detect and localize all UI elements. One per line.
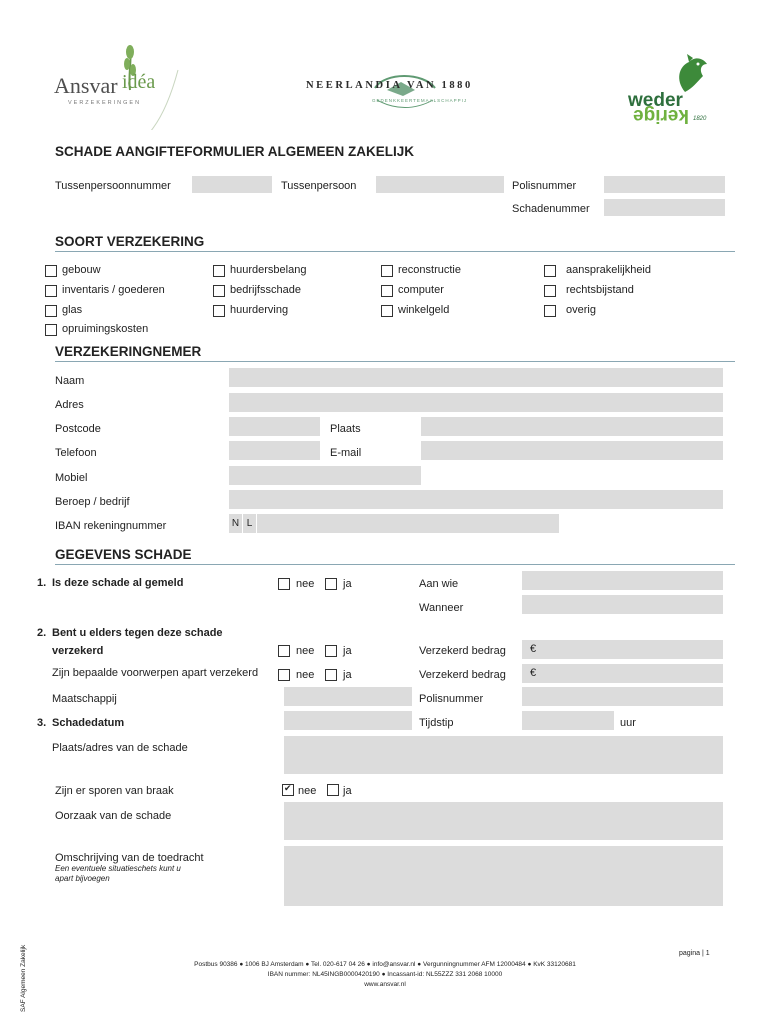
tussenpersoon-field[interactable] — [376, 176, 504, 193]
verzekerd-bedrag-field[interactable] — [522, 640, 723, 659]
omschrijving-note-1: Een eventuele situatieschets kunt u — [55, 864, 181, 873]
ansvar-idea-logo — [50, 40, 190, 130]
checkbox-inventaris[interactable] — [45, 285, 57, 297]
tussenpersoonnummer-label: Tussenpersoonnummer — [55, 180, 171, 192]
tussenpersoon-label: Tussenpersoon — [281, 180, 357, 192]
polisnummer-label: Polisnummer — [512, 180, 577, 192]
omschrijving-label: Omschrijving van de toedracht — [55, 852, 204, 864]
q2-nee-checkbox[interactable] — [278, 645, 290, 657]
form-title: SCHADE AANGIFTEFORMULIER ALGEMEEN ZAKELIJK — [55, 144, 415, 159]
schadenummer-field[interactable] — [604, 199, 725, 216]
checkbox-winkelgeld[interactable] — [381, 305, 393, 317]
beroep-field[interactable] — [229, 490, 723, 509]
iban-label: IBAN rekeningnummer — [55, 520, 167, 532]
maatschappij-label: Maatschappij — [52, 693, 117, 705]
nee-label: nee — [298, 785, 317, 797]
apart-ja-checkbox[interactable] — [325, 669, 337, 681]
checkbox-reconstructie[interactable] — [381, 265, 393, 277]
checkbox-rechtsbijstand[interactable] — [544, 285, 556, 297]
ja-label: ja — [343, 645, 352, 657]
kerige-wordmark: kerige — [633, 105, 689, 126]
option-label: winkelgeld — [398, 304, 450, 316]
iban-field[interactable] — [229, 514, 559, 533]
plaats-adres-label: Plaats/adres van de schade — [52, 742, 188, 754]
sporen-braak-label: Zijn er sporen van braak — [55, 785, 174, 797]
uur-label: uur — [620, 717, 636, 729]
maatschappij-field[interactable] — [284, 687, 412, 706]
sporen-ja-checkbox[interactable] — [327, 784, 339, 796]
plaats-label: Plaats — [330, 423, 361, 435]
q1-ja-checkbox[interactable] — [325, 578, 337, 590]
option-label: computer — [398, 284, 444, 296]
iban-rest — [257, 514, 559, 533]
tijdstip-label: Tijdstip — [419, 717, 454, 729]
checkbox-computer[interactable] — [381, 285, 393, 297]
footer-address: Postbus 90386 ● 1006 BJ Amsterdam ● Tel. 020-617 04 26 ● info@ansvar.nl ● Vergunningnummer AFM 12000484 ● KvK 33120681 — [194, 961, 576, 968]
option-label: bedrijfsschade — [230, 284, 301, 296]
neerlandia-arc-text: GEDENKKEERTEMAALSCHAPPIJ — [372, 98, 468, 103]
checkbox-huurdersbelang[interactable] — [213, 265, 225, 277]
ja-label: ja — [343, 785, 352, 797]
email-field[interactable] — [421, 441, 723, 460]
checkbox-bedrijfsschade[interactable] — [213, 285, 225, 297]
aan-wie-field[interactable] — [522, 571, 723, 590]
option-label: huurdersbelang — [230, 264, 307, 276]
section-divider — [55, 564, 735, 565]
plaats-field[interactable] — [421, 417, 723, 436]
polisnummer-field[interactable] — [604, 176, 725, 193]
checkbox-huurderving[interactable] — [213, 305, 225, 317]
option-label: huurderving — [230, 304, 289, 316]
beroep-label: Beroep / bedrijf — [55, 496, 130, 508]
question-number: 2. — [37, 627, 47, 639]
logo-year: 1820 — [693, 116, 707, 122]
schadedatum-label: Schadedatum — [52, 717, 125, 729]
ansvar-wordmark: Ansvar — [54, 73, 118, 98]
checkbox-overig[interactable] — [544, 305, 556, 317]
q1-nee-checkbox[interactable] — [278, 578, 290, 590]
telefoon-label: Telefoon — [55, 447, 97, 459]
euro-symbol: € — [530, 667, 537, 679]
neerlandia-wordmark: NEERLANDIA VAN 1880 — [306, 80, 473, 91]
wederkerige-logo — [625, 52, 720, 132]
footer-iban: IBAN nummer: NL45INGB0000420190 ● Incassant-id: NL55ZZZ 331 2068 10000 — [267, 971, 503, 978]
omschrijving-note-2: apart bijvoegen — [55, 874, 110, 883]
checkbox-opruimingskosten[interactable] — [45, 324, 57, 336]
verzekerd-bedrag-label: Verzekerd bedrag — [419, 645, 506, 657]
tussenpersoonnummer-field[interactable] — [192, 176, 272, 193]
schadenummer-label: Schadenummer — [512, 203, 590, 215]
nee-label: nee — [296, 578, 315, 590]
adres-field[interactable] — [229, 393, 723, 412]
iban-prefix-l: L — [243, 514, 257, 533]
page-number: pagina | 1 — [679, 950, 710, 957]
side-label — [20, 945, 27, 1012]
option-label: reconstructie — [398, 264, 461, 276]
q2-ja-checkbox[interactable] — [325, 645, 337, 657]
sporen-nee-checkbox[interactable] — [282, 784, 294, 796]
plaats-adres-field[interactable] — [284, 736, 723, 774]
email-label: E-mail — [330, 447, 362, 459]
naam-field[interactable] — [229, 368, 723, 387]
checkbox-glas[interactable] — [45, 305, 57, 317]
section-divider — [55, 361, 735, 362]
soort-verzekering-title: SOORT VERZEKERING — [55, 234, 205, 249]
ansvar-subtitle: VERZEKERINGEN — [68, 100, 142, 106]
schadedatum-field[interactable] — [284, 711, 412, 730]
checkbox-gebouw[interactable] — [45, 265, 57, 277]
gegevens-schade-title: GEGEVENS SCHADE — [55, 547, 192, 562]
naam-label: Naam — [55, 375, 85, 387]
nee-label: nee — [296, 645, 315, 657]
nee-label: nee — [296, 669, 315, 681]
option-label: gebouw — [62, 264, 101, 276]
q2-label-line2: verzekerd — [52, 645, 104, 657]
euro-symbol: € — [530, 643, 537, 655]
postcode-label: Postcode — [55, 423, 101, 435]
ja-label: ja — [343, 669, 352, 681]
wanneer-field[interactable] — [522, 595, 723, 614]
checkbox-aansprakelijkheid[interactable] — [544, 265, 556, 277]
option-label: aansprakelijkheid — [566, 264, 651, 276]
postcode-field[interactable] — [229, 417, 320, 436]
ja-label: ja — [343, 578, 352, 590]
wanneer-label: Wanneer — [419, 602, 464, 614]
iban-prefix-n: N — [229, 514, 243, 533]
option-label: opruimingskosten — [62, 323, 149, 335]
polisnummer-field-2[interactable] — [522, 687, 723, 706]
verzekerd-bedrag-label: Verzekerd bedrag — [419, 669, 506, 681]
question-number: 3. — [37, 717, 47, 729]
oorzaak-label: Oorzaak van de schade — [55, 810, 172, 822]
aan-wie-label: Aan wie — [419, 578, 459, 590]
apart-verzekerd-label: Zijn bepaalde voorwerpen apart verzekerd — [52, 667, 259, 679]
option-label: overig — [566, 304, 596, 316]
polisnummer-label-2: Polisnummer — [419, 693, 484, 705]
mobiel-label: Mobiel — [55, 472, 88, 484]
footer-website: www.ansvar.nl — [364, 981, 406, 988]
apart-nee-checkbox[interactable] — [278, 669, 290, 681]
tijdstip-field[interactable] — [522, 711, 614, 730]
q1-label: Is deze schade al gemeld — [52, 577, 184, 589]
omschrijving-field[interactable] — [284, 846, 723, 906]
question-number: 1. — [37, 577, 47, 589]
mobiel-field[interactable] — [229, 466, 421, 485]
apart-bedrag-field[interactable] — [522, 664, 723, 683]
side-label-text: SAF Algemeen Zakelijk — [20, 944, 27, 1012]
adres-label: Adres — [55, 399, 84, 411]
option-label: glas — [62, 304, 83, 316]
option-label: rechtsbijstand — [566, 284, 634, 296]
idea-wordmark: idéa — [122, 71, 156, 93]
weder-wordmark: weder — [628, 90, 683, 111]
option-label: inventaris / goederen — [62, 284, 165, 296]
oorzaak-field[interactable] — [284, 802, 723, 840]
section-divider — [55, 251, 735, 252]
q2-label-line1: Bent u elders tegen deze schade — [52, 627, 223, 639]
verzekeringnemer-title: VERZEKERINGNEMER — [55, 344, 202, 359]
neerlandia-logo — [300, 66, 500, 116]
rooster-icon — [665, 52, 715, 94]
telefoon-field[interactable] — [229, 441, 320, 460]
